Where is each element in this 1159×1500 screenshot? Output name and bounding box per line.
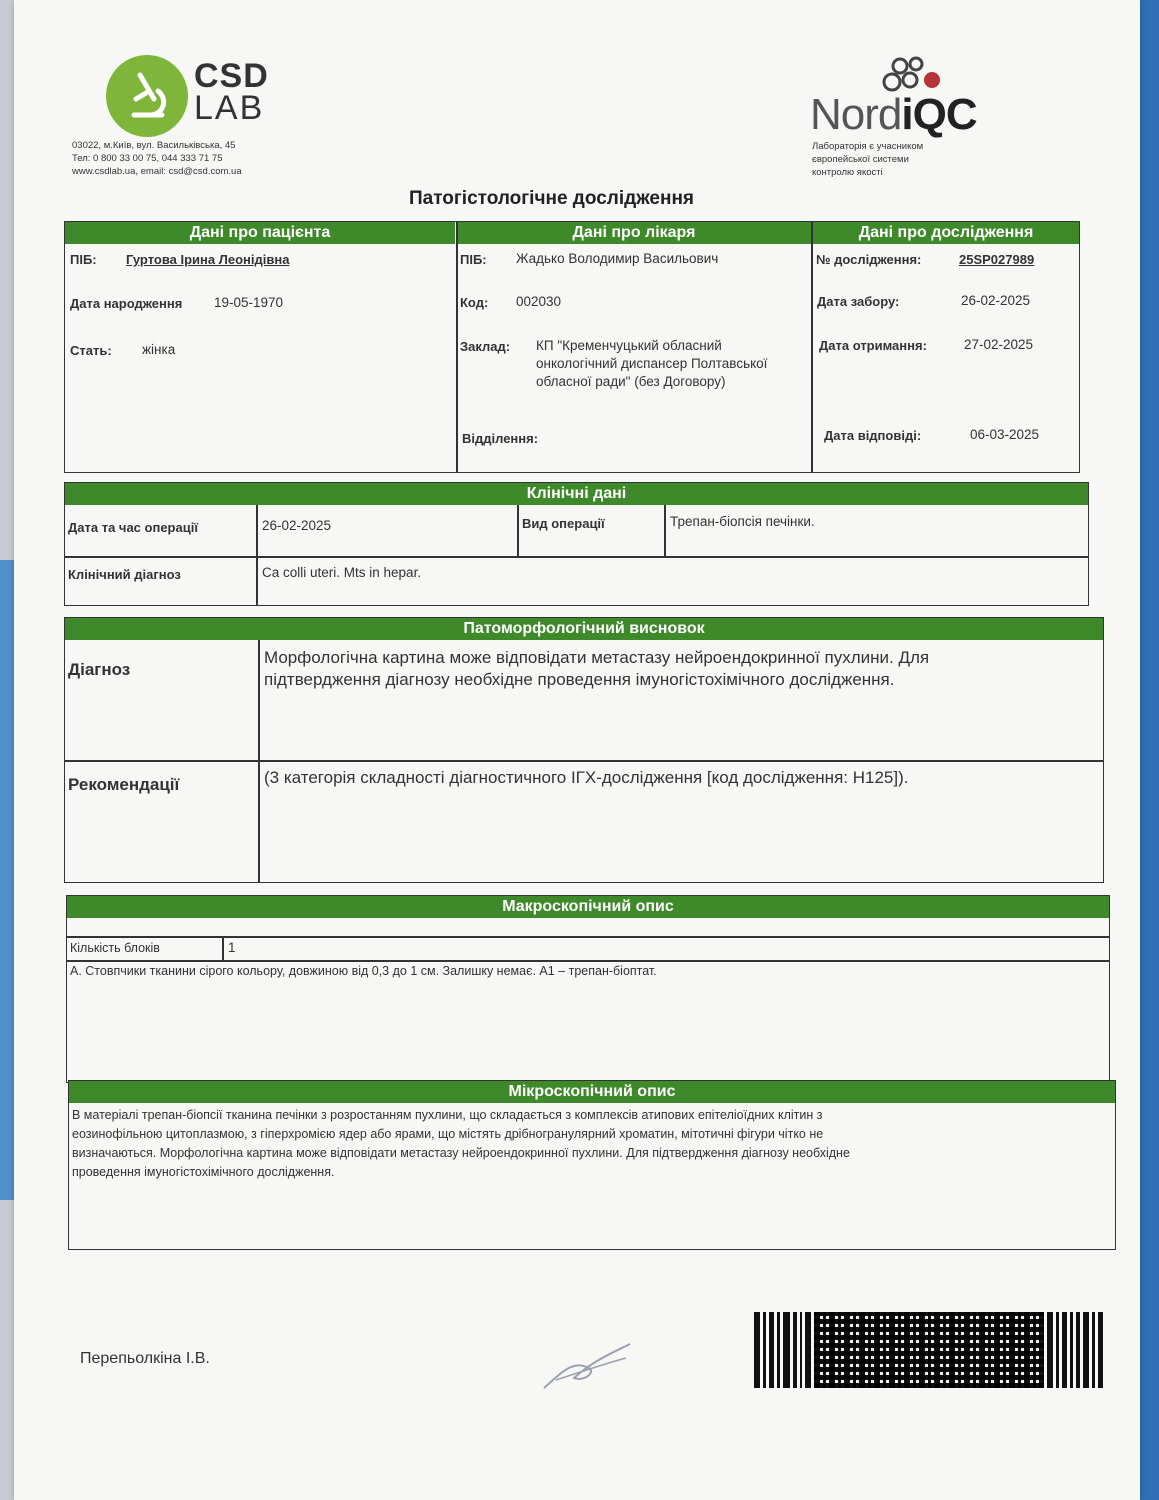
receive-date-label: Дата отримання: (819, 338, 927, 353)
nordiqc-subtitle-3: контролю якості (812, 167, 883, 178)
lab-phone: Тел: 0 800 33 00 75, 044 333 71 75 (72, 153, 223, 164)
lab-web-email: www.csdlab.ua, email: csd@csd.com.ua (72, 166, 242, 177)
department-label: Відділення: (462, 431, 539, 446)
patient-sex: жінка (142, 342, 176, 357)
collect-date: 26-02-2025 (961, 293, 1031, 308)
csd-logo-text: CSD (194, 57, 269, 95)
patient-name: Гуртова Ірина Леонідівна (126, 252, 290, 267)
doctor-name: Жадько Володимир Васильович (516, 251, 719, 266)
divider (65, 556, 1088, 558)
answer-date-label: Дата відповіді: (824, 428, 922, 443)
divider (256, 505, 258, 605)
nordiqc-subtitle-2: європейської системи (812, 154, 909, 165)
patient-dob-label: Дата народження (70, 296, 183, 311)
doctor-header: Дані про лікаря (457, 222, 811, 244)
signer-name: Перепьолкіна І.В. (80, 1350, 210, 1367)
clinical-diagnosis-label: Клінічний діагноз (68, 567, 181, 582)
micro-description (72, 1106, 1112, 1182)
lab-address: 03022, м.Київ, вул. Васильківська, 45 (72, 140, 236, 151)
macro-box (66, 895, 1110, 1083)
conclusion-header: Патоморфологічний висновок (65, 618, 1103, 640)
institution-line: онкологічний диспансер Полтавської (536, 356, 768, 371)
blocks-count-label: Кількість блоків (70, 941, 160, 955)
conclusion-diagnosis-label: Діагноз (68, 660, 131, 679)
clinical-diagnosis: Ca colli uteri. Mts in hepar. (262, 565, 422, 580)
doctor-code: 002030 (516, 294, 562, 309)
page-title: Патогістологічне дослідження (409, 188, 695, 209)
answer-date: 06-03-2025 (970, 427, 1040, 442)
macro-description: А. Стовпчики тканини сірого кольору, довжиною від 0,3 до 1 см. Залишку немає. А1 – трепан-біоптат. (70, 964, 657, 978)
nordiqc-subtitle-1: Лабораторія є учасником (812, 141, 924, 152)
background-blue-strip (0, 560, 14, 1200)
micro-line: проведення імуногістохімічного дослідження. (72, 1165, 335, 1179)
receive-date: 27-02-2025 (964, 337, 1034, 352)
lab-logo-text: LAB (194, 89, 265, 127)
conclusion-diagnosis-line: Морфологічна картина може відповідати метастазу нейроендокринної пухлини. Для (264, 648, 930, 667)
institution-line: обласної ради" (без Договору) (536, 374, 726, 389)
nordiqc-logo-text: NordiQC (810, 90, 977, 139)
micro-header: Мікроскопічний опис (69, 1081, 1115, 1103)
study-header: Дані про дослідження (813, 222, 1079, 244)
collect-date-label: Дата забору: (817, 294, 900, 309)
patient-sex-label: Стать: (70, 343, 112, 358)
op-datetime: 26-02-2025 (262, 518, 332, 533)
op-type: Трепан-біопсія печінки. (670, 514, 815, 529)
patient-header: Дані про пацієнта (65, 222, 455, 244)
divider (65, 760, 1103, 762)
patient-name-label: ПІБ: (70, 252, 97, 267)
divider (664, 505, 666, 557)
doctor-code-label: Код: (460, 295, 489, 310)
micro-line: визначаються. Морфологічна картина може відповідати метастазу нейроендокринної пухлини. Для підтвердження діагнозу необхідне (72, 1146, 850, 1160)
handwritten-signature (534, 1330, 644, 1400)
recommendations-label: Рекомендації (68, 775, 180, 794)
divider (67, 960, 1109, 962)
micro-line: еозинофільною цитоплазмою, з гіперхромією ядер або ярами, що містять дрібногранулярний хроматин, мітотичні фігури чітко не (72, 1127, 824, 1141)
patient-dob: 19-05-1970 (214, 295, 284, 310)
recommendations: (3 категорія складності діагностичного ІГХ-дослідження [код дослідження: H125]). (264, 768, 909, 787)
study-number: 25SP027989 (959, 252, 1035, 267)
op-datetime-label: Дата та час операції (68, 520, 198, 535)
macro-header: Макроскопічний опис (67, 896, 1109, 918)
divider (222, 936, 224, 960)
divider (811, 222, 813, 472)
barcode-icon (754, 1312, 1114, 1388)
csd-lab-logo-icon (106, 55, 188, 137)
institution-label: Заклад: (460, 339, 511, 354)
blocks-count: 1 (228, 940, 236, 955)
study-number-label: № дослідження: (816, 252, 922, 267)
doctor-name-label: ПІБ: (460, 252, 487, 267)
document-page (14, 0, 1140, 1500)
conclusion-diagnosis-line: підтвердження діагнозу необхідне проведення імуногістохімічного дослідження. (264, 670, 895, 689)
clinical-header: Клінічні дані (65, 483, 1088, 505)
divider (258, 640, 260, 882)
divider (517, 505, 519, 557)
institution-line: КП "Кременчуцький обласний (536, 338, 722, 353)
op-type-label: Вид операції (522, 516, 605, 531)
micro-line: В матеріалі трепан-біопсії тканина печінки з розростанням пухлини, що складається з комплексів атипових епітеліоїдних клітин з (72, 1108, 823, 1122)
divider (456, 222, 458, 472)
